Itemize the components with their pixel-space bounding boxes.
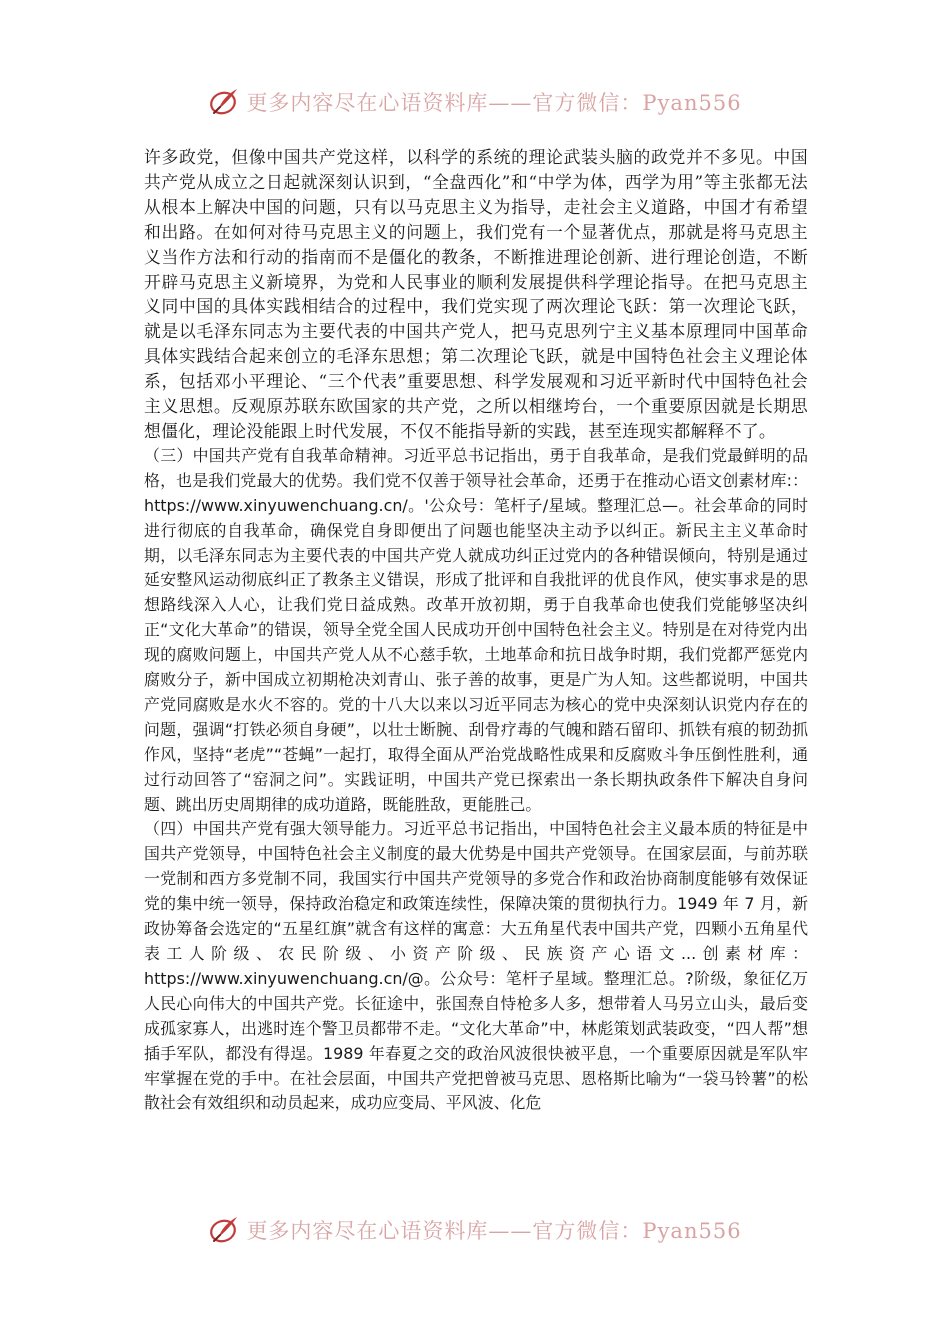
- document-body: [144, 145, 808, 1116]
- quill-logo-icon: [208, 1214, 240, 1246]
- footer-banner-text: 更多内容尽在心语资料库——官方微信：Pyan556: [246, 1219, 742, 1243]
- quill-logo-icon: [208, 86, 240, 118]
- paragraph-self-revolution: （三）中国共产党有自我革命精神。习近平总书记指出，勇于自我革命，是我们党最鲜明的品格，也是我们党最大的优势。我们党不仅善于领导社会革命，还勇于在推动心语文创素材库:：https://www.xinyuwenchuang.cn/。'公众号：笔杆子/星域。整理汇总—。社会革命的同时进行彻底的自我革命，确保党自身即便出了问题也能坚决主动予以纠正。新民主主义革命时期，以毛泽东同志为主要代表的中国共产党人就成功纠正过党内的各种错误倾向，特别是通过延安整风运动彻底纠正了教条主义错误，形成了批评和自我批评的优良作风，使实事求是的思想路线深入人心，让我们党日益成熟。改革开放初期，勇于自我革命也使我们党能够坚决纠正“文化大革命”的错误，领导全党全国人民成功开创中国特色社会主义。特别是在对待党内出现的腐败问题上，中国共产党人从不心慈手软，土地革命和抗日战争时期，我们党都严惩党内腐败分子，新中国成立初期枪决刘青山、张子善的故事，更是广为人知。这些都说明，中国共产党同腐败是水火不容的。党的十八大以来以习近平同志为核心的党中央深刻认识党内存在的问题，强调“打铁必须自身硬”，以壮士断腕、刮骨疗毒的气魄和踏石留印、抓铁有痕的韧劲抓作风，坚持“老虎”“苍蝇”一起打，取得全面从严治党战略性成果和反腐败斗争压倒性胜利，通过行动回答了“窑洞之问”。实践证明，中国共产党已探索出一条长期执政条件下解决自身问题、跳出历史周期律的成功道路，既能胜敌，更能胜己。: [144, 445, 808, 814]
- paragraph-leadership: （四）中国共产党有强大领导能力。习近平总书记指出，中国特色社会主义最本质的特征是中国共产党领导，中国特色社会主义制度的最大优势是中国共产党领导。在国家层面，与前苏联一党制和西方多党制不同，我国实行中国共产党领导的多党合作和政治协商制度能够有效保证党的集中统一领导，保持政治稳定和政策连续性，保障决策的贯彻执行力。1949 年 7 月，新政协筹备会选定的“五星红旗”就含有这样的寓意：大五角星代表中国共产党，四颗小五角星代表工人阶级、农民阶级、小资产阶级、民族资产心语文...创素材库：https://www.xinyuwenchuang.cn/@。公众号：笔杆子星域。整理汇总。?阶级，象征亿万人民心向伟大的中国共产党。长征途中，张国焘自恃枪多人多，想带着人马另立山头，最后变成孤家寡人，出逃时连个警卫员都带不走。“文化大革命”中，林彪策划武装政变，“四人帮”想插手军队，都没有得逞。1989 年春夏之交的政治风波很快被平息，一个重要原因就是军队牢牢掌握在党的手中。在社会层面，中国共产党把曾被马克思、恩格斯比喻为“一袋马铃薯”的松散社会有效组织和动员起来，成功应变局、平风波、化危: [144, 819, 808, 1113]
- header-banner-text: 更多内容尽在心语资料库——官方微信：Pyan556: [246, 91, 742, 115]
- header-banner: [0, 82, 950, 122]
- paragraph-theory: 许多政党，但像中国共产党这样，以科学的系统的理论武装头脑的政党并不多见。中国共产党从成立之日起就深刻认识到，“全盘西化”和“中学为体，西学为用”等主张都无法从根本上解决中国的问题，只有以马克思主义为指导，走社会主义道路，中国才有希望和出路。在如何对待马克思主义的问题上，我们党有一个显著优点，那就是将马克思主义当作方法和行动的指南而不是僵化的教条，不断推进理论创新、进行理论创造，不断开辟马克思主义新境界，为党和人民事业的顺利发展提供科学理论指导。在把马克思主义同中国的具体实践相结合的过程中，我们党实现了两次理论飞跃：第一次理论飞跃，就是以毛泽东同志为主要代表的中国共产党人，把马克思列宁主义基本原理同中国革命具体实践结合起来创立的毛泽东思想；第二次理论飞跃，就是中国特色社会主义理论体系，包括邓小平理论、“三个代表”重要思想、科学发展观和习近平新时代中国特色社会主义思想。反观原苏联东欧国家的共产党，之所以相继垮台，一个重要原因就是长期思想僵化，理论没能跟上时代发展，不仅不能指导新的实践，甚至连现实都解释不了。: [144, 147, 808, 441]
- footer-banner: [0, 1210, 950, 1250]
